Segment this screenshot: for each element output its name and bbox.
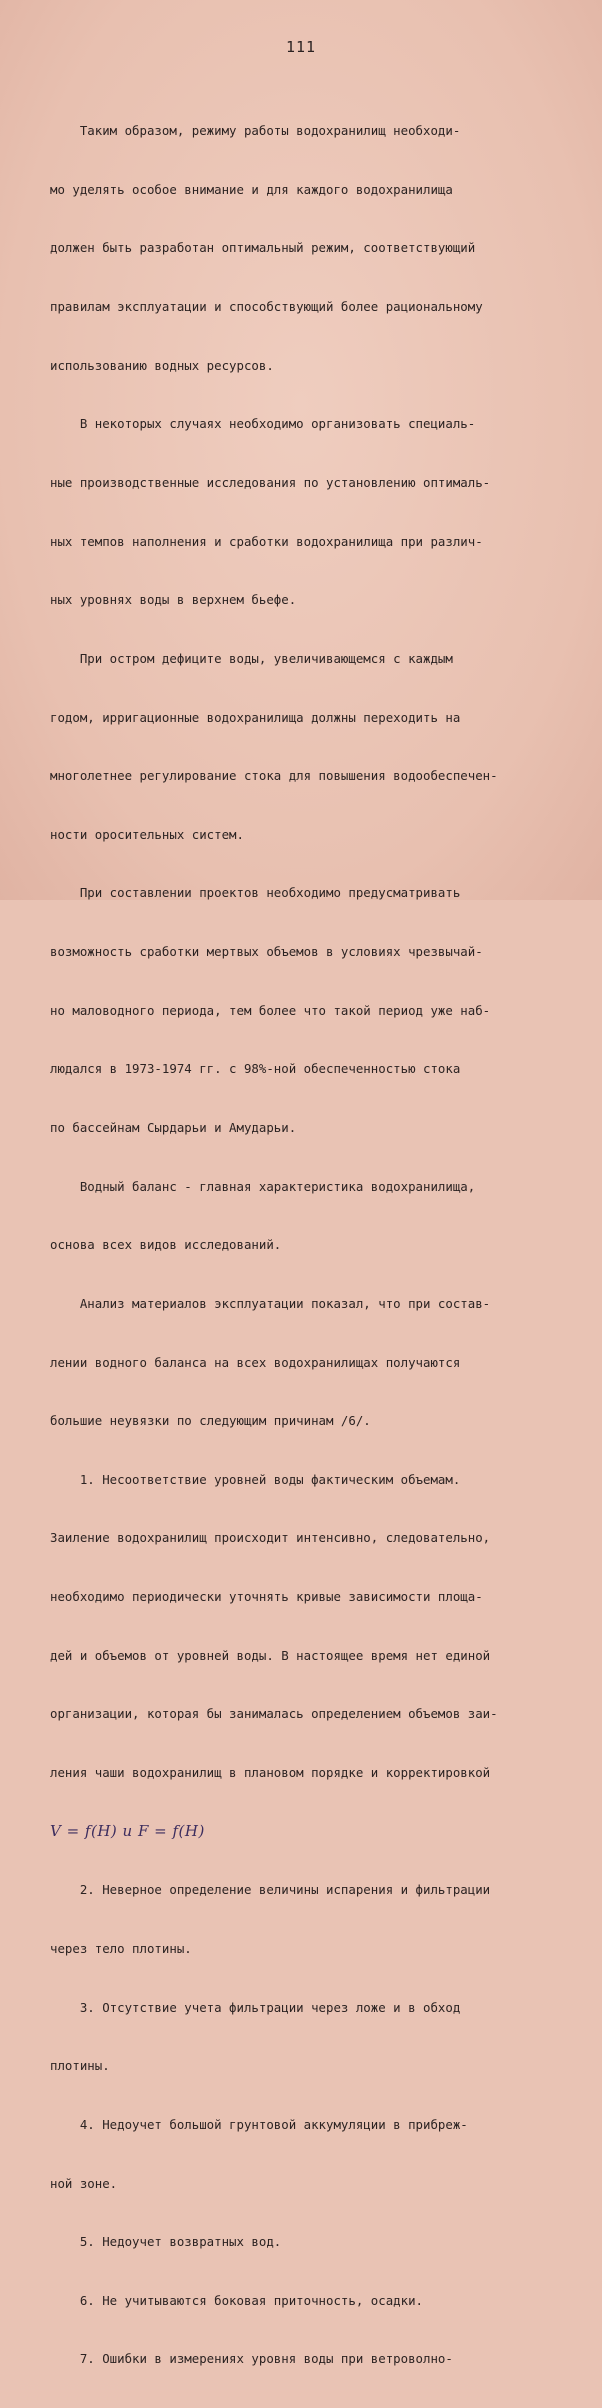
text-line: Анализ материалов эксплуатации показал, что при состав- xyxy=(50,1295,491,1311)
text-line: 7. Ошибки в измерениях уровня воды при ветроволно- xyxy=(50,2351,453,2367)
text-line: ные производственные исследования по установлению оптималь- xyxy=(50,474,491,490)
text-line: 5. Недоучет возвратных вод. xyxy=(50,2234,282,2250)
text-line: 1. Несоответствие уровней воды фактическим объемам. xyxy=(50,1471,461,1487)
text-line: 6. Не учитываются боковая приточность, осадки. xyxy=(50,2292,423,2308)
text-line: При остром дефиците воды, увеличивающемся с каждым xyxy=(50,650,453,666)
text-line: людался в 1973-1974 гг. с 98%-ной обеспеченностью стока xyxy=(50,1061,461,1077)
text-line: правилам эксплуатации и способствующий более рациональному xyxy=(50,299,483,315)
text-line: должен быть разработан оптимальный режим, соответствующий xyxy=(50,240,476,256)
text-line: основа всех видов исследований. xyxy=(50,1237,282,1253)
text-line: годом, ирригационные водохранилища должны переходить на xyxy=(50,709,461,725)
text-line: 2. Неверное определение величины испарения и фильтрации xyxy=(50,1882,491,1898)
text-line: лении водного баланса на всех водохранилищах получаются xyxy=(50,1354,461,1370)
text-line: многолетнее регулирование стока для повышения водообеспечен- xyxy=(50,768,498,784)
text-line: В некоторых случаях необходимо организовать специаль- xyxy=(50,416,476,432)
text-line: ной зоне. xyxy=(50,2175,118,2191)
text-line: использованию водных ресурсов. xyxy=(50,357,274,373)
text-line: большие неувязки по следующим причинам /6/. xyxy=(50,1413,371,1429)
text-line: организации, которая бы занималась определением объемов заи- xyxy=(50,1706,498,1722)
text-line: Водный баланс - главная характеристика водохранилища, xyxy=(50,1178,476,1194)
text-line: ности оросительных систем. xyxy=(50,826,244,842)
text-line: по бассейнам Сырдарьи и Амударьи. xyxy=(50,1119,297,1135)
text-line: ления чаши водохранилищ в плановом порядке и корректировкой xyxy=(50,1765,491,1781)
text-line: дей и объемов от уровней воды. В настоящее время нет единой xyxy=(50,1647,491,1663)
text-line: ных уровнях воды в верхнем бьефе. xyxy=(50,592,297,608)
text-line: необходимо периодически уточнять кривые зависимости площа- xyxy=(50,1589,483,1605)
text-line: 3. Отсутствие учета фильтрации через ложе и в обход xyxy=(50,1999,461,2015)
text-line: Заиление водохранилищ происходит интенсивно, следовательно, xyxy=(50,1530,491,1546)
body-text xyxy=(50,82,550,2408)
text-line: Таким образом, режиму работы водохранилищ необходи- xyxy=(50,123,461,139)
text-line: но маловодного периода, тем более что такой период уже наб- xyxy=(50,1002,491,1018)
text-line: При составлении проектов необходимо предусматривать xyxy=(50,885,461,901)
text-line: возможность сработки мертвых объемов в условиях чрезвычай- xyxy=(50,944,483,960)
text-line: мо уделять особое внимание и для каждого водохранилища xyxy=(50,181,453,197)
page-number: 111 xyxy=(285,38,317,56)
handwritten-formula: V = f(H) и F = f(H) xyxy=(50,1821,205,1840)
text-line: плотины. xyxy=(50,2058,110,2074)
text-line: через тело плотины. xyxy=(50,1940,192,1956)
text-line: ных темпов наполнения и сработки водохранилища при различ- xyxy=(50,533,483,549)
text-line: 4. Недоучет большой грунтовой аккумуляции в прибреж- xyxy=(50,2116,468,2132)
